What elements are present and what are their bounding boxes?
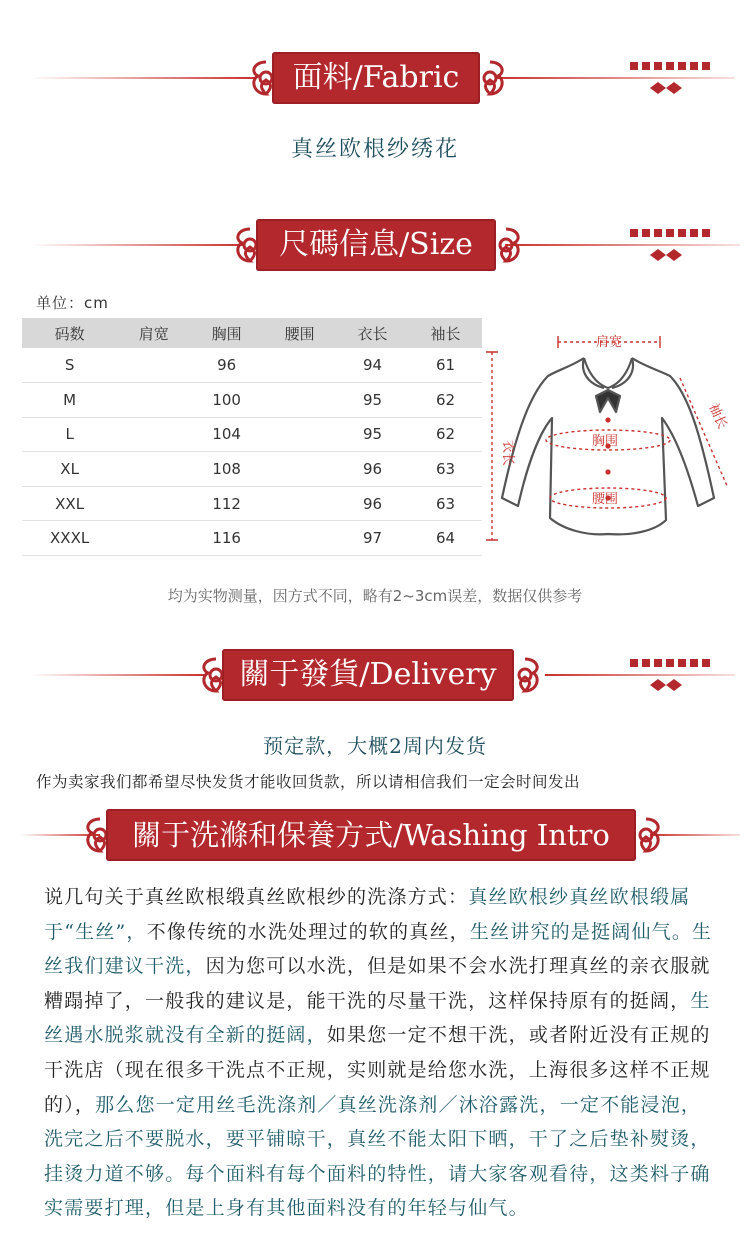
washing-instructions (44, 880, 714, 1226)
table-header-cell: 腰围 (263, 318, 336, 348)
table-cell (117, 348, 190, 383)
size-banner (0, 215, 750, 275)
table-cell (263, 348, 336, 383)
size-table (22, 318, 482, 556)
table-cell: 108 (190, 452, 263, 487)
measurement-note: 均为实物测量，因方式不同，略有2~3cm误差，数据仅供参考 (167, 587, 583, 605)
divider-line (30, 674, 205, 676)
table-cell: 112 (190, 486, 263, 521)
table-row (22, 452, 482, 487)
sleeve-label: 袖长 (705, 401, 730, 432)
delivery-banner (0, 645, 750, 705)
section-title: 關于發貨/Delivery (222, 649, 514, 701)
chest-label: 胸围 (592, 434, 619, 449)
brand-seal-decoration-icon (628, 52, 718, 100)
washing-text-highlight: 那么您一定用丝毛洗涤剂／真丝洗涤剂／沐浴露洗，一定不能浸泡，洗完之后不要脱水，要平铺晾干，真丝不能太阳下晒，干了之后垫补熨烫，挂烫力道不够。每个面料有每个面料的特性，请大家客观看待，这类料子确实需要打理，但是上身有其他面料没有的年轻与仙气。 (44, 1093, 711, 1220)
table-cell: 95 (336, 383, 409, 418)
divider-line (30, 244, 245, 246)
divider-line (30, 77, 255, 79)
table-cell: M (22, 383, 117, 418)
table-cell: 61 (409, 348, 482, 383)
table-cell (263, 521, 336, 556)
section-title: 面料/Fabric (272, 52, 480, 104)
table-cell (117, 452, 190, 487)
table-cell: 94 (336, 348, 409, 383)
table-cell: 100 (190, 383, 263, 418)
table-cell: XXL (22, 486, 117, 521)
length-label: 衣长 (500, 440, 515, 467)
washing-text: 因为您可以水洗，但是如果不会水洗打理真丝的亲衣服就糟蹋掉了，一般我的建议是，能干洗的尽量干洗，这样保持原有的挺阔， (44, 955, 711, 1012)
table-header-cell: 胸围 (190, 318, 263, 348)
table-cell (263, 417, 336, 452)
washing-text: 说几句关于真丝欧根缎真丝欧根纱的洗涤方式： (44, 886, 469, 908)
table-cell: 97 (336, 521, 409, 556)
table-cell: 95 (336, 417, 409, 452)
table-cell: 63 (409, 486, 482, 521)
shirt-diagram-icon (484, 322, 740, 552)
table-cell (117, 521, 190, 556)
waist-label: 腰围 (592, 492, 619, 507)
table-header-cell: 袖长 (409, 318, 482, 348)
table-cell: 63 (409, 452, 482, 487)
table-cell: S (22, 348, 117, 383)
shoulder-label: 肩宽 (596, 335, 623, 350)
table-cell: 116 (190, 521, 263, 556)
table-cell: 96 (336, 486, 409, 521)
brand-seal-decoration-icon (628, 219, 718, 267)
table-row (22, 383, 482, 418)
table-header-row (22, 318, 482, 348)
cloud-knot-ornament-icon (505, 655, 545, 695)
table-cell (117, 486, 190, 521)
section-title: 關于洗滌和保養方式/Washing Intro (106, 809, 636, 861)
table-cell: XL (22, 452, 117, 487)
table-header-cell: 衣长 (336, 318, 409, 348)
table-cell: 62 (409, 383, 482, 418)
washing-text-highlight: 生丝讲究的是挺阔仙气。生丝我们建议干洗， (44, 920, 713, 978)
washing-banner (0, 805, 750, 865)
section-title: 尺碼信息/Size (256, 219, 496, 271)
washing-text: 如果您一定不想干洗，或者附近没有正规的干洗店（现在很多干洗点不正规，实则就是给您水洗，上海很多这样不正规的）， (44, 1024, 711, 1116)
unit-label: 单位：cm (36, 294, 109, 312)
washing-text: 不像传统的水洗处理过的软的真丝， (146, 920, 470, 943)
table-row (22, 348, 482, 383)
table-row (22, 521, 482, 556)
cloud-knot-ornament-icon (626, 815, 666, 855)
table-cell (263, 486, 336, 521)
brand-seal-decoration-icon (628, 649, 718, 697)
table-cell: L (22, 417, 117, 452)
table-cell (117, 417, 190, 452)
fabric-banner (0, 48, 750, 108)
table-cell: 62 (409, 417, 482, 452)
table-cell: XXXL (22, 521, 117, 556)
table-row (22, 417, 482, 452)
delivery-note: 作为卖家我们都希望尽快发货才能收回货款，所以请相信我们一定会时间发出 (36, 773, 581, 791)
fabric-description: 真丝欧根纱绣花 (290, 137, 459, 162)
table-cell: 96 (336, 452, 409, 487)
cloud-knot-ornament-icon (470, 58, 510, 98)
table-cell (263, 452, 336, 487)
table-cell (263, 383, 336, 418)
table-row (22, 486, 482, 521)
table-header-cell: 肩宽 (117, 318, 190, 348)
table-cell: 64 (409, 521, 482, 556)
cloud-knot-ornament-icon (486, 225, 526, 265)
table-cell: 96 (190, 348, 263, 383)
table-cell (117, 383, 190, 418)
table-header-cell: 码数 (22, 318, 117, 348)
washing-text-highlight: 真丝欧根纱真丝欧根缎属于“生丝”， (44, 886, 691, 943)
table-cell: 104 (190, 417, 263, 452)
delivery-time: 预定款，大概2周内发货 (263, 734, 487, 758)
washing-text-highlight: 生丝遇水脱浆就没有全新的挺阔， (44, 989, 711, 1047)
